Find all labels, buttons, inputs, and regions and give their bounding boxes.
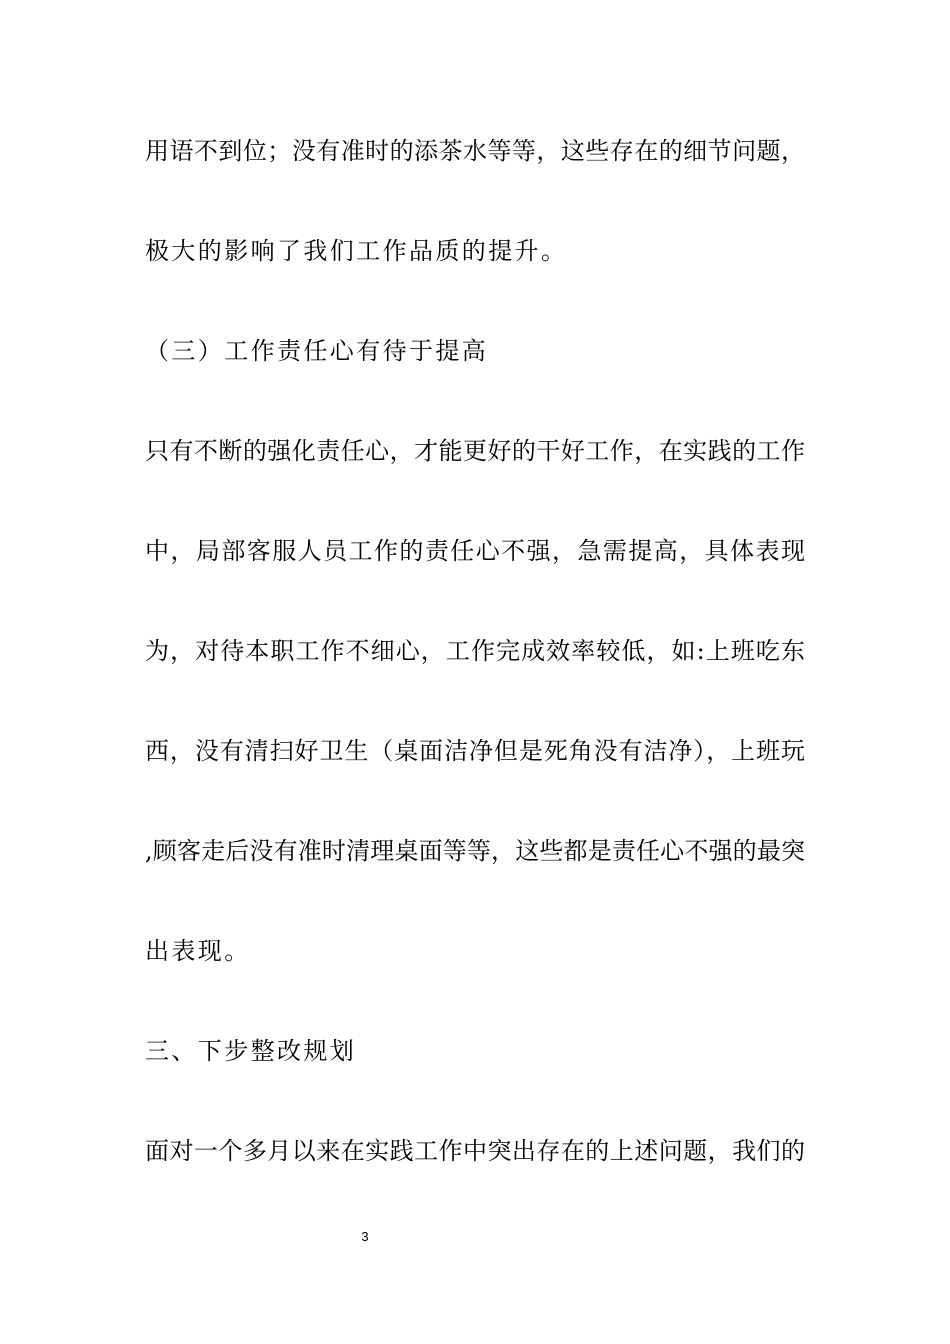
paragraph-line: 面对一个多月以来在实践工作中突出存在的上述问题，我们的	[145, 1137, 805, 1165]
paragraph-line: 用语不到位；没有准时的添茶水等等，这些存在的细节问题，	[145, 137, 805, 165]
paragraph-line: 西，没有清扫好卫生（桌面洁净但是死角没有洁净），上班玩	[145, 737, 805, 765]
paragraph-line: 为，对待本职工作不细心，工作完成效率较低，如:上班吃东	[145, 637, 805, 665]
section-heading: （三）工作责任心有待于提高	[145, 337, 489, 365]
paragraph-line: 只有不断的强化责任心，才能更好的干好工作，在实践的工作	[145, 437, 805, 465]
paragraph-line: 极大的影响了我们工作品质的提升。	[145, 237, 568, 265]
paragraph-line: 中，局部客服人员工作的责任心不强，急需提高，具体表现	[145, 537, 805, 565]
page-number: 3	[361, 1229, 369, 1244]
section-heading: 三、下步整改规划	[145, 1037, 357, 1065]
paragraph-line: 出表现。	[145, 937, 251, 965]
paragraph-line: ,顾客走后没有准时清理桌面等等，这些都是责任心不强的最突	[145, 837, 805, 865]
